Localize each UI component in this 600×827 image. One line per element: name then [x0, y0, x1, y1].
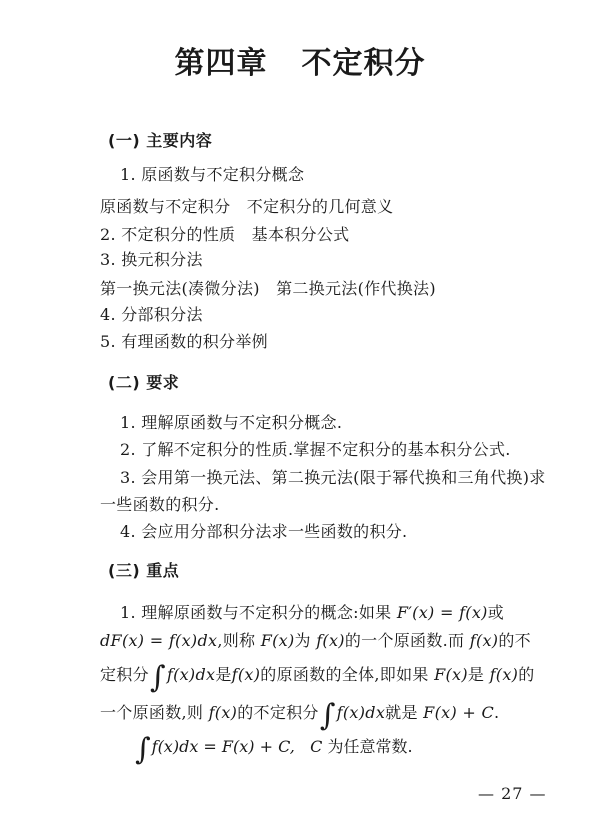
math-expression: f(x): [469, 631, 499, 650]
math-expression: f(x): [316, 631, 345, 650]
math-expression: dF(x) = f(x)dx: [100, 631, 218, 650]
text-span: 或: [487, 603, 505, 622]
math-expression: f(x)dx: [336, 703, 386, 722]
text-span: 为: [294, 631, 317, 650]
math-expression: f(x): [489, 665, 519, 684]
text-span: .: [494, 703, 500, 722]
requirement-line: 4. 会应用分部积分法求一些函数的积分.: [120, 522, 408, 541]
text-span: 一个原函数,则: [100, 703, 209, 722]
integral-symbol: ∫: [135, 732, 151, 767]
math-expression: F′(x) = f(x): [396, 603, 488, 622]
text-span: 定积分: [100, 665, 149, 684]
key-point-line-4: [100, 698, 500, 733]
content-line: 2. 不定积分的性质 基本积分公式: [100, 225, 350, 244]
requirement-line: 3. 会用第一换元法、第二换元法(限于幂代换和三角代换)求: [120, 468, 546, 487]
text-span: 的原函数的全体,即如果: [260, 665, 435, 684]
chapter-number: 第四章: [174, 46, 268, 81]
text-span: 1. 理解原函数与不定积分的概念:如果: [120, 603, 397, 622]
requirement-line: 2. 了解不定积分的性质.掌握不定积分的基本积分公式.: [120, 440, 511, 459]
content-line: 4. 分部积分法: [100, 305, 203, 324]
text-span: 是: [467, 665, 490, 684]
math-expression: C: [310, 737, 323, 756]
chapter-title: [0, 38, 600, 82]
section-heading-key-points: (三) 重点: [108, 561, 180, 580]
requirement-line: 一些函数的积分.: [100, 495, 220, 514]
content-line: 5. 有理函数的积分举例: [100, 332, 268, 351]
key-point-line-2: [100, 628, 531, 651]
requirement-line: 1. 理解原函数与不定积分概念.: [120, 413, 343, 432]
text-span: 是: [215, 665, 232, 684]
section-heading-main-content: (一) 主要内容: [108, 131, 213, 150]
math-expression: F(x): [434, 665, 468, 684]
math-expression: f(x)dx: [166, 665, 216, 684]
text-span: 为任意常数.: [327, 737, 413, 756]
math-expression: F(x) + C: [423, 703, 495, 722]
integral-symbol: ∫: [319, 698, 336, 733]
math-expression: f(x): [208, 703, 238, 722]
integral-symbol: ∫: [149, 660, 166, 695]
content-line: 3. 换元积分法: [100, 250, 203, 269]
content-line: 第一换元法(凑微分法) 第二换元法(作代换法): [100, 279, 436, 298]
text-span: ,则称: [217, 631, 261, 650]
section-heading-requirements: (二) 要求: [108, 373, 180, 392]
integral-formula: [134, 732, 413, 767]
page-number: — 27 —: [478, 784, 547, 803]
text-span: 的一个原函数.而: [344, 631, 470, 650]
math-expression: f(x)dx = F(x) + C,: [151, 737, 295, 756]
content-line: 原函数与不定积分 不定积分的几何意义: [100, 197, 394, 216]
text-span: 就是: [385, 703, 424, 722]
key-point-line-3: [100, 660, 535, 695]
key-point-line-1: [120, 600, 504, 623]
text-span: 的不定积分: [237, 703, 319, 722]
text-span: 的不: [498, 631, 531, 650]
math-expression: F(x): [260, 631, 295, 650]
chapter-name: 不定积分: [301, 46, 426, 81]
text-span: 的: [518, 665, 535, 684]
math-expression: f(x): [231, 665, 261, 684]
content-line: 1. 原函数与不定积分概念: [120, 165, 305, 184]
